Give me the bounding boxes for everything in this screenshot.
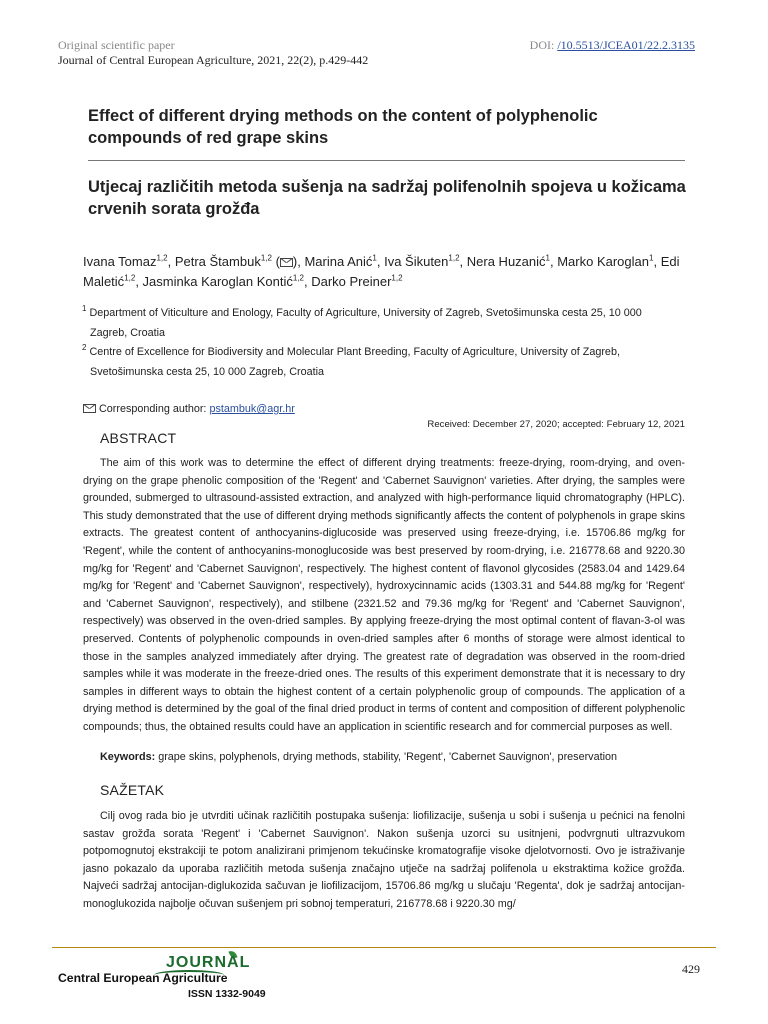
corresponding-label: Corresponding author: — [99, 403, 210, 415]
author-affiliation-sup: 1 — [545, 253, 550, 263]
received-dates: Received: December 27, 2020; accepted: February 12, 2021 — [427, 419, 685, 430]
logo-journal-word: JOURNAL — [166, 954, 251, 971]
author-name: Iva Šikuten — [384, 254, 449, 269]
title-divider — [88, 160, 685, 161]
affiliation-line: Svetošimunska cesta 25, 10 000 Zagreb, Croatia — [90, 366, 325, 378]
author-name: Ivana Tomaz — [83, 254, 157, 269]
author-separator: , — [303, 274, 312, 289]
doi-link[interactable]: /10.5513/JCEA01/22.2.3135 — [557, 38, 695, 52]
author-name: Edi Maletić — [83, 254, 680, 289]
keywords — [100, 751, 617, 763]
author-name: Darko Preiner — [311, 274, 392, 289]
journal-citation: Journal of Central European Agriculture, 2021, 22(2), p.429-442 — [58, 53, 369, 67]
envelope-icon — [280, 258, 293, 267]
author-separator: , — [653, 254, 661, 269]
author-name: Marina Anić — [304, 254, 373, 269]
author-separator: , — [135, 274, 143, 289]
author-affiliation-sup: 1,2 — [156, 253, 168, 263]
author-separator: , — [376, 254, 385, 269]
sazetak-heading: SAŽETAK — [100, 782, 165, 798]
author-affiliation-sup: 1 — [372, 253, 377, 263]
journal-logo — [58, 954, 288, 1004]
doi-label: DOI: — [529, 38, 558, 52]
author-list: Ivana Tomaz$^{1,2}$, Petra Štambuk$^{1,2}$ ( ), Marina Anić$^1$, Iva Šikuten$^{1,2}$, Nera Huzanić$^1$, Marko Karoglan$^1$, Edi Maletić$^{1,2}$, Jasminka Karoglan Kontić$^{1,2}$, Darko Preiner$^{1,2}$ — [83, 253, 680, 289]
abstract-heading: ABSTRACT — [100, 430, 177, 446]
corresponding-email-link[interactable]: pstambuk@agr.hr — [209, 403, 295, 415]
footer-divider — [52, 947, 716, 948]
author-affiliation-sup: 1,2 — [448, 253, 460, 263]
author-name: Jasminka Karoglan Kontić — [142, 274, 293, 289]
sazetak-text: Cilj ovog rada bio je utvrditi učinak različitih postupaka sušenja: liofilizacije, sušenja u sobi i sušenja u pećnici na fenolni sastav grožđa sorata 'Regent' i 'Cabernet Sauvignon'. Nakon sušenja uzorci su usitnjeni, podvrgnuti ultrazvukom potpomognutoj ekstrakciji te potom analizirani primjenom tekućinske kromatografije visoke djelotvornosti. Ovo je istraživanje jasno pokazalo da uporaba različitih metoda sušenja značajno utječe na sadržaj polifenola u ekstraktima kožice grožđa. Najveći sadržaj antocijan-diglukozida sačuvan je liofilizacijom, 15706.86 mg/kg u slučaju 'Regenta', dok je sadržaj antocijan-monoglukozida najbolje očuvan sušenjem pri sobnoj temperaturi, 216778.68 i 9220.30 mg/ — [83, 810, 685, 910]
author-affiliation-sup: 1,2 — [292, 273, 304, 283]
affiliation-1 — [82, 303, 692, 343]
abstract-text: The aim of this work was to determine the effect of different drying treatments: freeze-drying, room-drying, and oven-drying on the grape phenolic composition of the 'Regent' and 'Cabernet Sauvignon' varieties. After drying, the samples were grounded, submerged to ultrasound-assisted extraction, and analyzed with high-performance liquid chromatography (HPLC). This study demonstrated that the use of different drying methods significantly affects the content of polyphenols in grape skins extracts. The greatest content of anthocyanins-diglucoside was preserved using freeze-drying, i.e. 15706.86 mg/kg for 'Regent', while the content of anthocyanins-monoglucoside was best preserved by room-drying, i.e. 216778.68 and 9220.30 mg/kg for 'Regent' and 'Cabernet Sauvignon', respectively. The highest content of flavonol glycosides (2583.04 and 1429.64 mg/kg for 'Regent' and 'Cabernet Sauvignon', respectively), hydroxycinnamic acids (1303.31 and 544.88 mg/kg for 'Regent' and 'Cabernet Sauvignon', respectively), and stilbene (2321.52 and 79.36 mg/kg for 'Regent' and 'Cabernet Sauvignon', respectively) was observed in the oven-dried samples. By applying freeze-drying the most optimal content of flavan-3-ol was preserved. Contents of polyphenolic compounds in oven-dried samples after 6 months of storage were almost identical to those in the samples analyzed immediately after drying. The greatest rate of degradation was observed in the room-dried samples while it was moderate in the freeze-dried ones. The results of this experiment demonstrate that it is necessary to dry samples in different ways to obtain the highest content of a certain polyphenolic group of compounds. The application of a drying method is determined by the goal of the final dried product in terms of content and composition of different polyphenolic compounds; thus, the obtained results could have an application in scientific research and for commercial purposes as well. — [83, 457, 685, 733]
logo-journal-name: Central European Agriculture — [58, 971, 228, 985]
keywords-text: grape skins, polyphenols, drying methods, stability, 'Regent', 'Cabernet Sauvignon', preservation — [155, 751, 617, 763]
affiliation-line: Centre of Excellence for Biodiversity and Molecular Plant Breeding, Faculty of Agriculture, University of Zagreb, — [89, 346, 620, 358]
title-english: Effect of different drying methods on the content of polyphenolic compounds of red grape skins — [88, 107, 598, 147]
paper-type: Original scientific paper — [58, 38, 175, 52]
corresponding-author — [83, 403, 295, 415]
author-name: Marko Karoglan — [557, 254, 649, 269]
keywords-label: Keywords: — [100, 751, 156, 763]
author-separator: , — [459, 254, 467, 269]
logo-issn: ISSN 1332-9049 — [188, 988, 266, 1000]
affiliation-number: 1 — [82, 304, 87, 314]
author-name: Nera Huzanić — [466, 254, 546, 269]
author-affiliation-sup: 1,2 — [391, 273, 403, 283]
page-number: 429 — [682, 962, 700, 976]
author-affiliation-sup: 1,2 — [260, 253, 272, 263]
author-name: Petra Štambuk — [174, 254, 261, 269]
affiliation-2 — [82, 342, 692, 382]
title-croatian: Utjecaj različitih metoda sušenja na sadržaj polifenolnih spojeva u kožicama crvenih sorata grožđa — [88, 178, 686, 218]
author-separator: , — [549, 254, 558, 269]
envelope-icon — [83, 404, 96, 413]
author-affiliation-sup: 1 — [649, 253, 654, 263]
author-separator: , — [167, 254, 175, 269]
affiliation-number: 2 — [82, 343, 87, 353]
affiliation-line: Zagreb, Croatia — [90, 327, 166, 339]
affiliation-line: Department of Viticulture and Enology, Faculty of Agriculture, University of Zagreb, Svetošimunska cesta 25, 10 000 — [89, 307, 642, 319]
doi — [530, 38, 695, 53]
author-affiliation-sup: 1,2 — [124, 273, 136, 283]
